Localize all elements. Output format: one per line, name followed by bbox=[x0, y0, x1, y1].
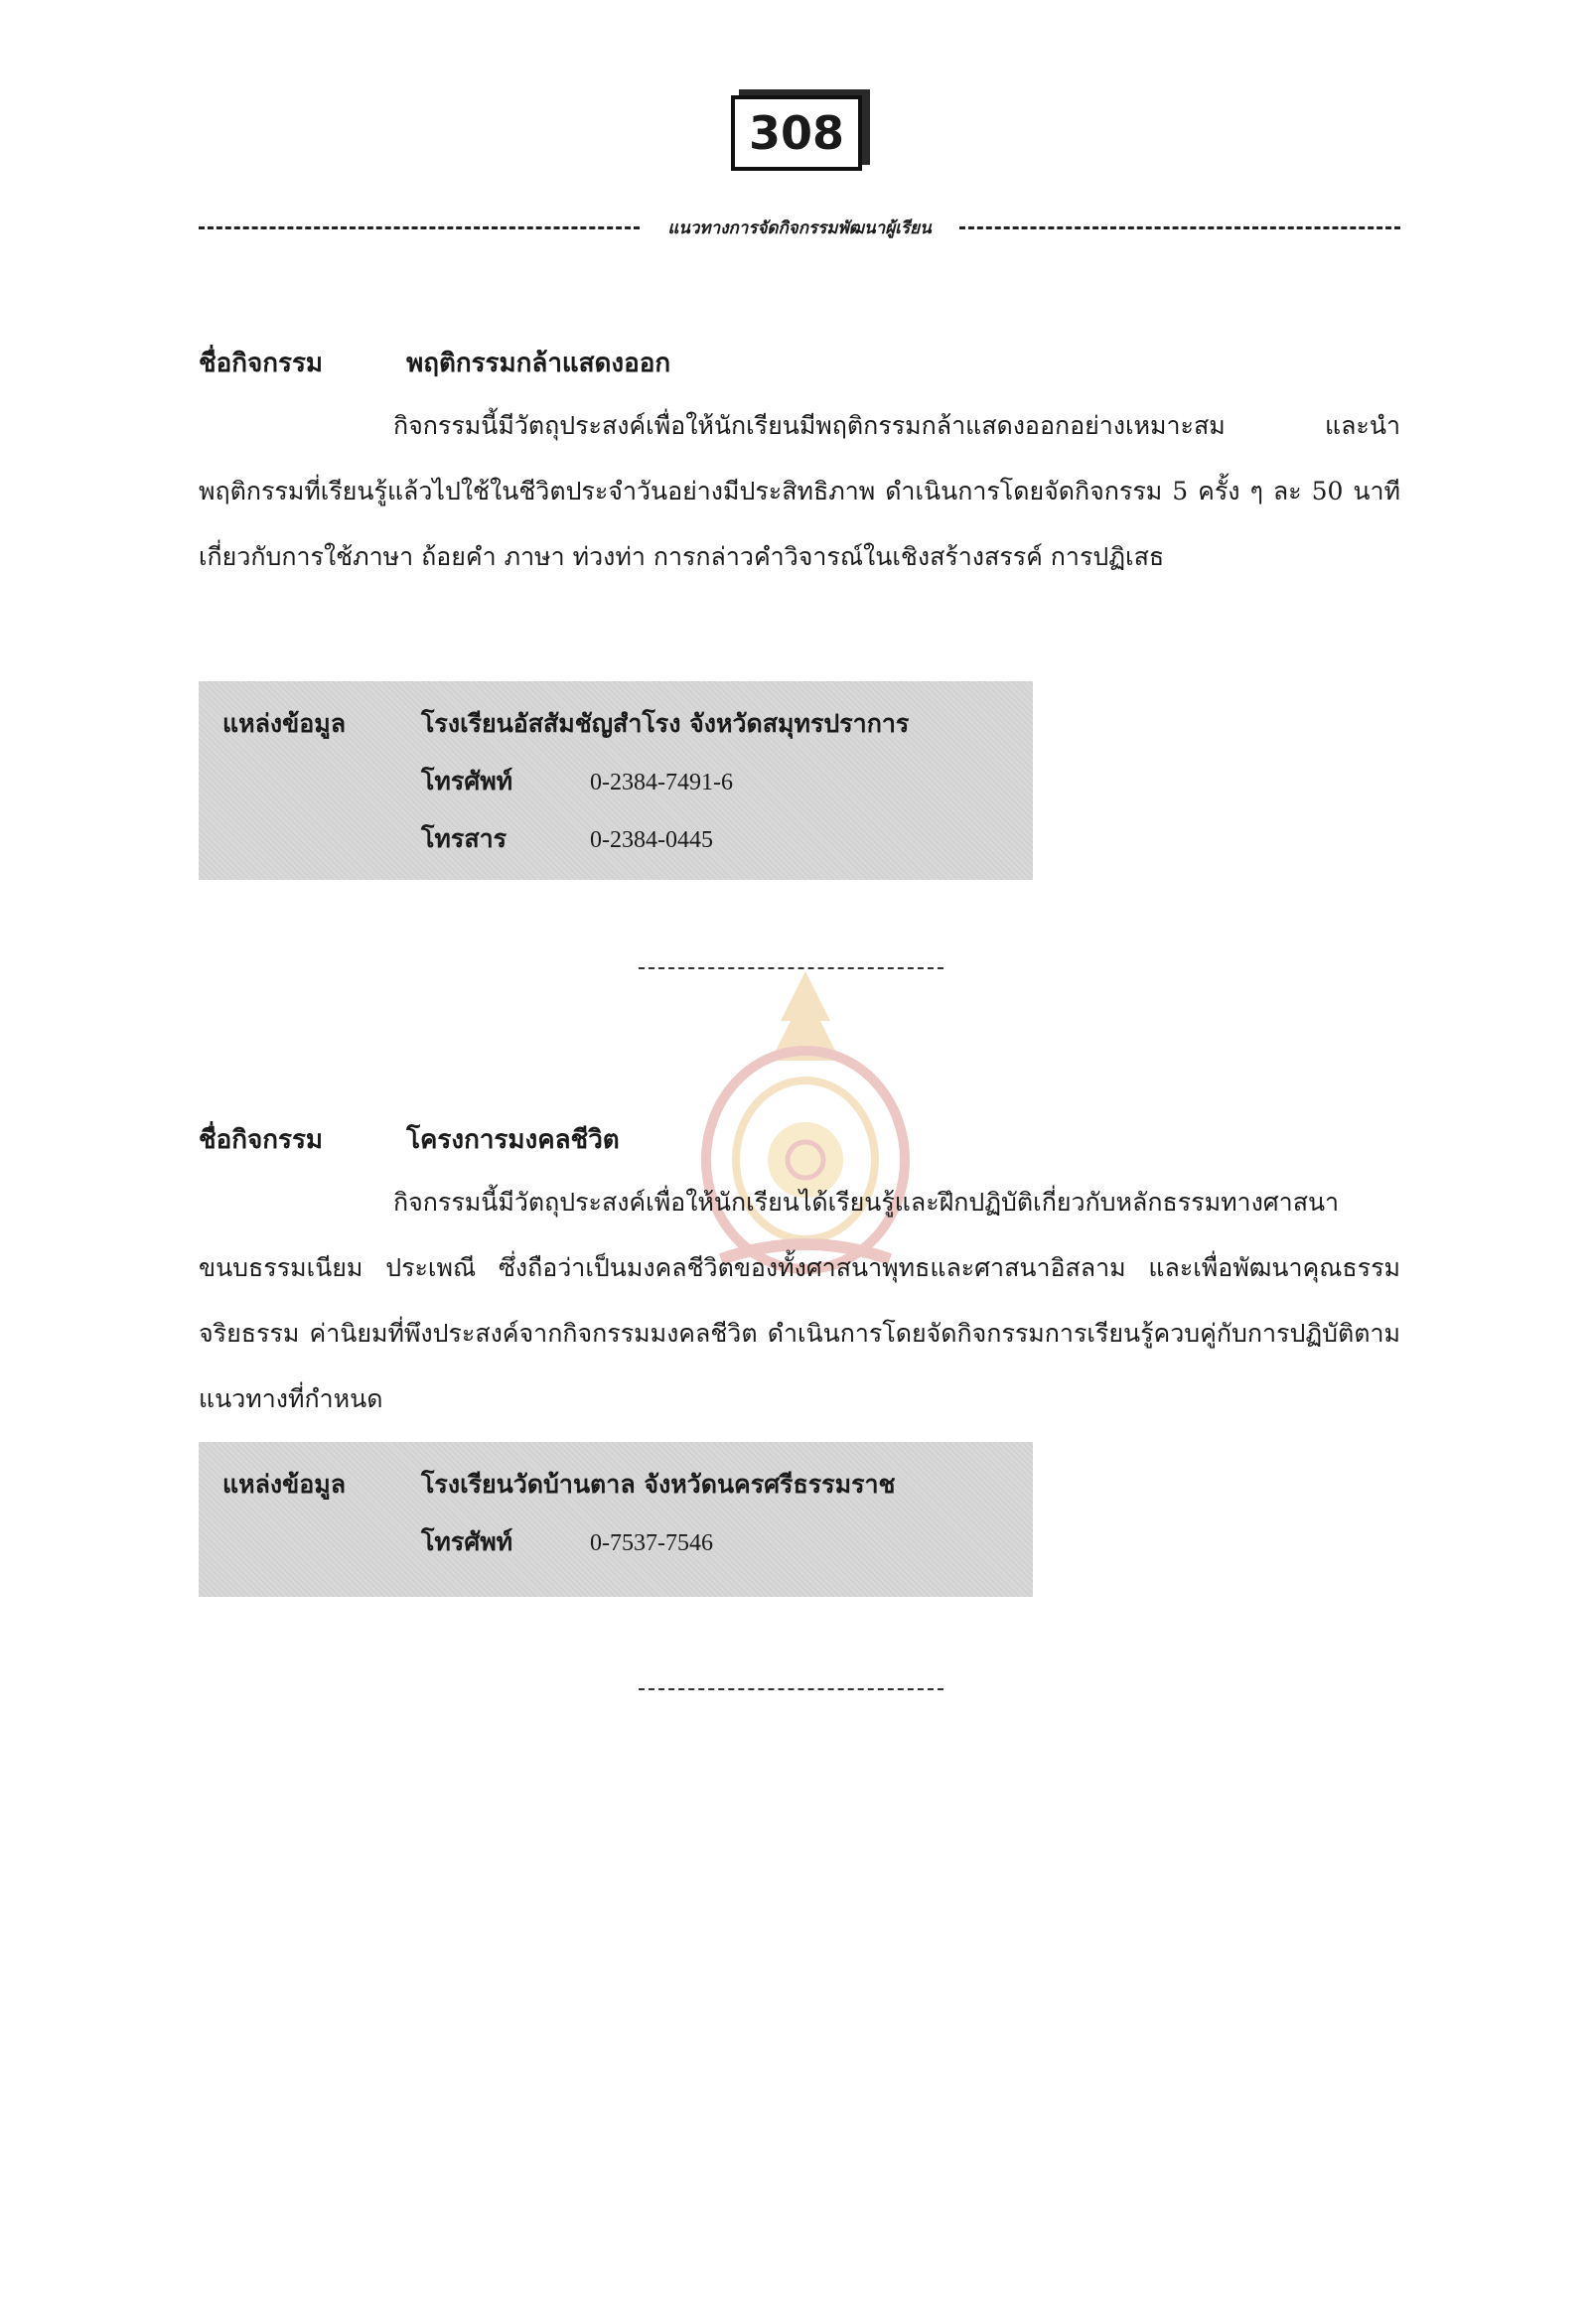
source-phone-row bbox=[222, 1513, 1013, 1571]
section-separator bbox=[639, 1688, 943, 1690]
activity-title-row bbox=[199, 1110, 1400, 1170]
fax-label: โทรสาร bbox=[421, 824, 508, 853]
activity-title: โครงการมงคลชีวิต bbox=[406, 1125, 620, 1155]
source-info-box-2 bbox=[199, 1442, 1033, 1597]
fax-number: 0-2384-0445 bbox=[590, 827, 713, 853]
source-fax-row bbox=[222, 810, 1013, 868]
source-info-box-1 bbox=[199, 681, 1033, 880]
source-school-row bbox=[222, 1456, 1013, 1513]
activity-title-row bbox=[199, 334, 1400, 393]
header-rule-left bbox=[199, 226, 640, 229]
activity-description: กิจกรรมนี้มีวัตถุประสงค์เพื่อให้นักเรียนได้เรียนรู้และฝึกปฏิบัติเกี่ยวกับหลักธรรมทางศาสนา ขนบธรรมเนียม ประเพณี ซึ่งถือว่าเป็นมงคลชีวิตของทั้งศาสนาพุทธและศาสนาอิสลาม และเพื่อพัฒนาคุณธรรม จริยธรรม ค่านิยมที่พึงประสงค์จากกิจกรรมมงคลชีวิต ดำเนินการโดยจัดกิจกรรมการเรียนรู้ควบคู่กับการปฏิบัติตามแนวทางที่กำหนด bbox=[199, 1188, 1400, 1413]
activity-description: กิจกรรมนี้มีวัตถุประสงค์เพื่อให้นักเรียนมีพฤติกรรมกล้าแสดงออกอย่างเหมาะสม และนำพฤติกรรมที่เรียนรู้แล้วไปใช้ในชีวิตประจำวันอย่างมีประสิทธิภาพ ดำเนินการโดยจัดกิจกรรม 5 ครั้ง ๆ ละ 50 นาที เกี่ยวกับการใช้ภาษา ถ้อยคำ ภาษา ท่วงท่า การกล่าวคำวิจารณ์ในเชิงสร้างสรรค์ การปฏิเสธ bbox=[199, 411, 1400, 571]
phone-number: 0-2384-7491-6 bbox=[590, 770, 733, 795]
phone-label: โทรศัพท์ bbox=[421, 1527, 513, 1556]
activity-block-1 bbox=[199, 334, 1400, 590]
source-label: แหล่งข้อมูล bbox=[222, 1470, 347, 1499]
phone-label: โทรศัพท์ bbox=[421, 767, 513, 795]
source-school: โรงเรียนวัดบ้านตาล จังหวัดนครศรีธรรมราช bbox=[421, 1470, 896, 1499]
activity-title-label: ชื่อกิจกรรม bbox=[199, 1125, 324, 1155]
source-school-row bbox=[222, 695, 1013, 753]
running-header-title: แนวทางการจัดกิจกรรมพัฒนาผู้เรียน bbox=[667, 217, 932, 238]
source-phone-row bbox=[222, 753, 1013, 810]
source-label: แหล่งข้อมูล bbox=[222, 709, 347, 738]
header-rule-right bbox=[959, 226, 1400, 229]
section-separator bbox=[639, 967, 943, 969]
activity-title: พฤติกรรมกล้าแสดงออก bbox=[406, 349, 671, 378]
phone-number: 0-7537-7546 bbox=[590, 1530, 713, 1556]
page-number: 308 bbox=[731, 95, 862, 171]
activity-block-2 bbox=[199, 1110, 1400, 1432]
running-header bbox=[199, 213, 1400, 242]
activity-title-label: ชื่อกิจกรรม bbox=[199, 349, 324, 378]
source-school: โรงเรียนอัสสัมชัญสำโรง จังหวัดสมุทรปราการ bbox=[421, 709, 910, 738]
